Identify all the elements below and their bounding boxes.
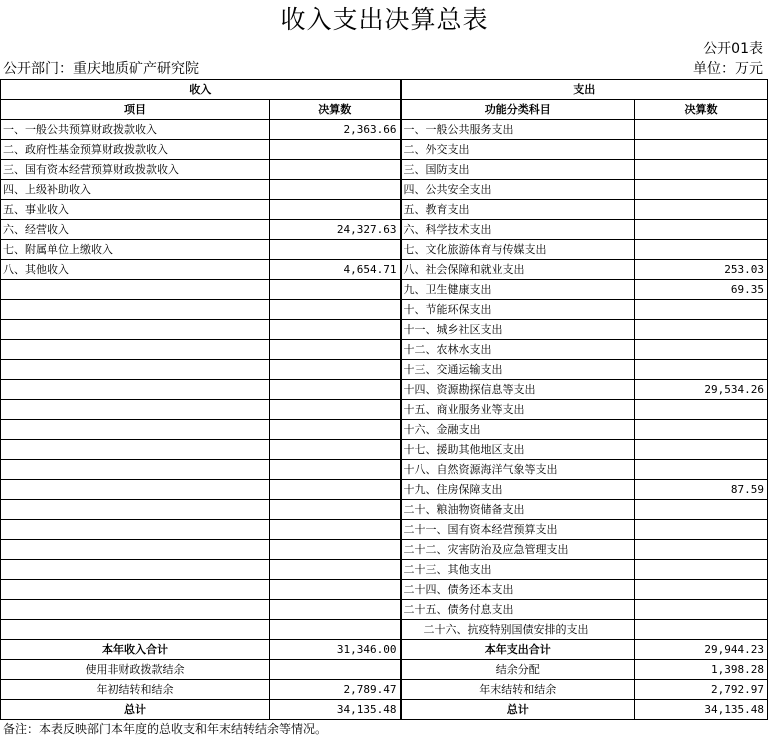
income-item-cell: [1, 340, 270, 360]
income-item-cell: [1, 560, 270, 580]
income-amount-cell: [270, 480, 401, 500]
summary-expense-label: 结余分配: [401, 660, 635, 680]
table-row: [1, 180, 768, 200]
summary-income-amount: 2,789.47: [270, 680, 401, 700]
expense-amount-cell: [635, 160, 768, 180]
expense-item-cell: 八、社会保障和就业支出: [401, 260, 635, 280]
expense-item-cell: 一、一般公共服务支出: [401, 120, 635, 140]
income-amount-cell: [270, 500, 401, 520]
summary-income-label: 使用非财政拨款结余: [1, 660, 270, 680]
section-header-row: [1, 80, 768, 100]
expense-amount-cell: [635, 420, 768, 440]
table-row: [1, 580, 768, 600]
income-item-cell: [1, 580, 270, 600]
income-item-cell: [1, 540, 270, 560]
expense-item-cell: 十八、自然资源海洋气象等支出: [401, 460, 635, 480]
budget-table: [0, 79, 768, 720]
expense-amount-cell: [635, 560, 768, 580]
expense-item-cell: 十四、资源勘探信息等支出: [401, 380, 635, 400]
income-amount-cell: [270, 140, 401, 160]
table-row: [1, 120, 768, 140]
expense-item-cell: 四、公共安全支出: [401, 180, 635, 200]
table-row: [1, 440, 768, 460]
income-item-cell: [1, 500, 270, 520]
expense-amount-cell: [635, 320, 768, 340]
expense-item-cell: 二十六、抗疫特别国债安排的支出: [401, 620, 635, 640]
summary-expense-amount: 2,792.97: [635, 680, 768, 700]
income-amount-cell: [270, 520, 401, 540]
expense-amount-cell: [635, 460, 768, 480]
table-row: [1, 220, 768, 240]
income-amount-cell: [270, 200, 401, 220]
expense-amount-cell: [635, 440, 768, 460]
expense-amount-cell: [635, 400, 768, 420]
table-row: [1, 160, 768, 180]
page-title: 收入支出决算总表: [280, 5, 489, 34]
income-amount-cell: 4,654.71: [270, 260, 401, 280]
expense-amount-cell: [635, 200, 768, 220]
summary-expense-label: 年末结转和结余: [401, 680, 635, 700]
expense-item-cell: 二、外交支出: [401, 140, 635, 160]
expense-amount-cell: [635, 620, 768, 640]
expense-item-cell: 十九、住房保障支出: [401, 480, 635, 500]
expense-item-cell: 六、科学技术支出: [401, 220, 635, 240]
summary-expense-amount: 34,135.48: [635, 700, 768, 720]
expense-item-cell: 十六、金融支出: [401, 420, 635, 440]
income-amount-cell: [270, 160, 401, 180]
summary-expense-label: 总计: [401, 700, 635, 720]
expense-amount-cell: [635, 500, 768, 520]
table-row: [1, 540, 768, 560]
expense-amount-cell: [635, 520, 768, 540]
summary-expense-amount: 1,398.28: [635, 660, 768, 680]
income-amount-header: 决算数: [270, 100, 401, 120]
summary-expense-amount: 29,944.23: [635, 640, 768, 660]
expense-item-cell: 七、文化旅游体育与传媒支出: [401, 240, 635, 260]
table-row: [1, 620, 768, 640]
table-row: [1, 480, 768, 500]
income-item-cell: [1, 600, 270, 620]
income-item-cell: [1, 480, 270, 500]
expense-amount-cell: 69.35: [635, 280, 768, 300]
expense-amount-cell: [635, 300, 768, 320]
income-item-cell: 八、其他收入: [1, 260, 270, 280]
income-item-header: 项目: [1, 100, 270, 120]
income-amount-cell: [270, 440, 401, 460]
income-amount-cell: [270, 600, 401, 620]
income-amount-cell: 2,363.66: [270, 120, 401, 140]
expense-amount-cell: [635, 120, 768, 140]
income-item-cell: [1, 520, 270, 540]
footnote: 备注：本表反映部门本年度的总收支和年末结转结余等情况。: [3, 722, 328, 736]
expense-amount-cell: [635, 220, 768, 240]
table-row: [1, 280, 768, 300]
table-row: [1, 320, 768, 340]
expense-amount-cell: 87.59: [635, 480, 768, 500]
income-amount-cell: [270, 240, 401, 260]
expense-item-cell: 二十、粮油物资储备支出: [401, 500, 635, 520]
expense-amount-header: 决算数: [635, 100, 768, 120]
summary-income-amount: [270, 660, 401, 680]
expense-item-cell: 三、国防支出: [401, 160, 635, 180]
summary-income-label: 本年收入合计: [1, 640, 270, 660]
summary-income-amount: 34,135.48: [270, 700, 401, 720]
expense-amount-cell: [635, 180, 768, 200]
expense-amount-cell: [635, 140, 768, 160]
expense-item-cell: 二十四、债务还本支出: [401, 580, 635, 600]
expense-amount-cell: 29,534.26: [635, 380, 768, 400]
table-row: [1, 140, 768, 160]
income-item-cell: 一、一般公共预算财政拨款收入: [1, 120, 270, 140]
summary-row: [1, 660, 768, 680]
income-item-cell: [1, 400, 270, 420]
income-item-cell: 二、政府性基金预算财政拨款收入: [1, 140, 270, 160]
income-amount-cell: [270, 400, 401, 420]
summary-income-label: 总计: [1, 700, 270, 720]
table-row: [1, 380, 768, 400]
summary-income-label: 年初结转和结余: [1, 680, 270, 700]
income-amount-cell: [270, 540, 401, 560]
expense-amount-cell: 253.03: [635, 260, 768, 280]
table-row: [1, 260, 768, 280]
income-item-cell: [1, 300, 270, 320]
income-amount-cell: [270, 300, 401, 320]
expense-item-cell: 二十一、国有资本经营预算支出: [401, 520, 635, 540]
income-section-header: 收入: [1, 80, 401, 100]
expense-item-cell: 二十二、灾害防治及应急管理支出: [401, 540, 635, 560]
income-item-cell: [1, 280, 270, 300]
income-item-cell: 四、上级补助收入: [1, 180, 270, 200]
expense-amount-cell: [635, 240, 768, 260]
expense-item-cell: 五、教育支出: [401, 200, 635, 220]
department-label: 公开部门：重庆地质矿产研究院: [3, 61, 199, 77]
expense-item-cell: 十二、农林水支出: [401, 340, 635, 360]
table-row: [1, 400, 768, 420]
summary-income-amount: 31,346.00: [270, 640, 401, 660]
income-item-cell: [1, 380, 270, 400]
summary-expense-label: 本年支出合计: [401, 640, 635, 660]
table-row: [1, 240, 768, 260]
expense-amount-cell: [635, 360, 768, 380]
table-row: [1, 500, 768, 520]
expense-amount-cell: [635, 340, 768, 360]
income-item-cell: [1, 460, 270, 480]
table-row: [1, 560, 768, 580]
table-row: [1, 200, 768, 220]
income-amount-cell: [270, 420, 401, 440]
expense-item-cell: 十七、援助其他地区支出: [401, 440, 635, 460]
income-item-cell: 七、附属单位上缴收入: [1, 240, 270, 260]
income-amount-cell: [270, 460, 401, 480]
income-item-cell: [1, 360, 270, 380]
income-item-cell: [1, 420, 270, 440]
expense-amount-cell: [635, 580, 768, 600]
table-row: [1, 600, 768, 620]
expense-item-cell: 二十五、债务付息支出: [401, 600, 635, 620]
summary-row: [1, 640, 768, 660]
expense-amount-cell: [635, 600, 768, 620]
column-header-row: [1, 100, 768, 120]
income-item-cell: 三、国有资本经营预算财政拨款收入: [1, 160, 270, 180]
table-row: [1, 460, 768, 480]
income-item-cell: 五、事业收入: [1, 200, 270, 220]
form-code: 公开01表: [703, 41, 763, 57]
table-row: [1, 340, 768, 360]
income-item-cell: 六、经营收入: [1, 220, 270, 240]
expense-item-cell: 十三、交通运输支出: [401, 360, 635, 380]
income-amount-cell: [270, 320, 401, 340]
income-item-cell: [1, 320, 270, 340]
income-amount-cell: [270, 280, 401, 300]
expense-amount-cell: [635, 540, 768, 560]
summary-row: [1, 700, 768, 720]
expense-section-header: 支出: [401, 80, 768, 100]
table-row: [1, 520, 768, 540]
income-amount-cell: [270, 560, 401, 580]
expense-item-cell: 二十三、其他支出: [401, 560, 635, 580]
expense-item-cell: 十五、商业服务业等支出: [401, 400, 635, 420]
table-row: [1, 420, 768, 440]
table-row: [1, 360, 768, 380]
income-item-cell: [1, 620, 270, 640]
expense-item-cell: 十一、城乡社区支出: [401, 320, 635, 340]
income-amount-cell: 24,327.63: [270, 220, 401, 240]
unit-label: 单位：万元: [693, 61, 763, 77]
income-amount-cell: [270, 180, 401, 200]
income-amount-cell: [270, 340, 401, 360]
income-amount-cell: [270, 620, 401, 640]
summary-row: [1, 680, 768, 700]
expense-item-header: 功能分类科目: [401, 100, 635, 120]
income-amount-cell: [270, 580, 401, 600]
table-row: [1, 300, 768, 320]
income-item-cell: [1, 440, 270, 460]
expense-item-cell: 九、卫生健康支出: [401, 280, 635, 300]
expense-item-cell: 十、节能环保支出: [401, 300, 635, 320]
income-amount-cell: [270, 380, 401, 400]
income-amount-cell: [270, 360, 401, 380]
